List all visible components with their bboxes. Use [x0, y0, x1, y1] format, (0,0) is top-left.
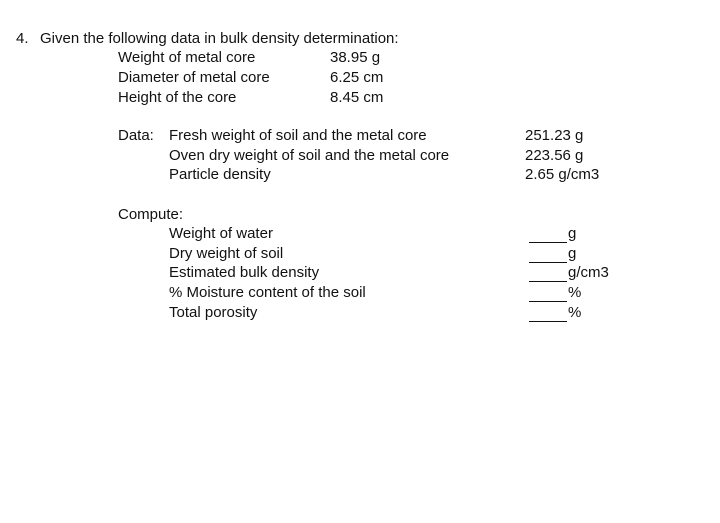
- moisture-content-label: % Moisture content of the soil: [169, 284, 366, 301]
- weight-of-water-answer: [529, 224, 576, 243]
- total-porosity-answer: [529, 303, 581, 322]
- question-text: Given the following data in bulk density determination:: [40, 30, 399, 47]
- fresh-weight-value: 251.23 g: [525, 127, 584, 144]
- core-height-label: Height of the core: [118, 89, 237, 106]
- answer-unit: g: [568, 225, 577, 242]
- particle-density-value: 2.65 g/cm3: [525, 166, 600, 183]
- bulk-density-label: Estimated bulk density: [169, 264, 320, 281]
- fresh-weight-label: Fresh weight of soil and the metal core: [169, 127, 427, 144]
- question-number: 4.: [16, 30, 29, 47]
- oven-dry-weight-label: Oven dry weight of soil and the metal core: [169, 147, 450, 164]
- data-heading: Data:: [118, 127, 154, 144]
- dry-weight-answer: [529, 244, 576, 263]
- core-diameter-value: 6.25 cm: [330, 69, 384, 86]
- answer-unit: g: [568, 245, 577, 262]
- dry-weight-label: Dry weight of soil: [169, 245, 284, 262]
- answer-blank: [529, 307, 567, 322]
- answer-blank: [529, 228, 567, 243]
- compute-heading: Compute:: [118, 206, 184, 223]
- answer-unit: %: [568, 284, 582, 301]
- core-weight-label: Weight of metal core: [118, 49, 256, 66]
- answer-unit: %: [568, 304, 582, 321]
- core-diameter-label: Diameter of metal core: [118, 69, 270, 86]
- core-height-value: 8.45 cm: [330, 89, 384, 106]
- particle-density-label: Particle density: [169, 166, 271, 183]
- moisture-content-answer: [529, 283, 581, 302]
- weight-of-water-label: Weight of water: [169, 225, 273, 242]
- answer-blank: [529, 287, 567, 302]
- answer-unit: g/cm3: [568, 264, 609, 281]
- answer-blank: [529, 248, 567, 263]
- core-weight-value: 38.95 g: [330, 49, 381, 66]
- total-porosity-label: Total porosity: [169, 304, 258, 321]
- oven-dry-weight-value: 223.56 g: [525, 147, 584, 164]
- answer-blank: [529, 267, 567, 282]
- bulk-density-answer: [529, 263, 609, 282]
